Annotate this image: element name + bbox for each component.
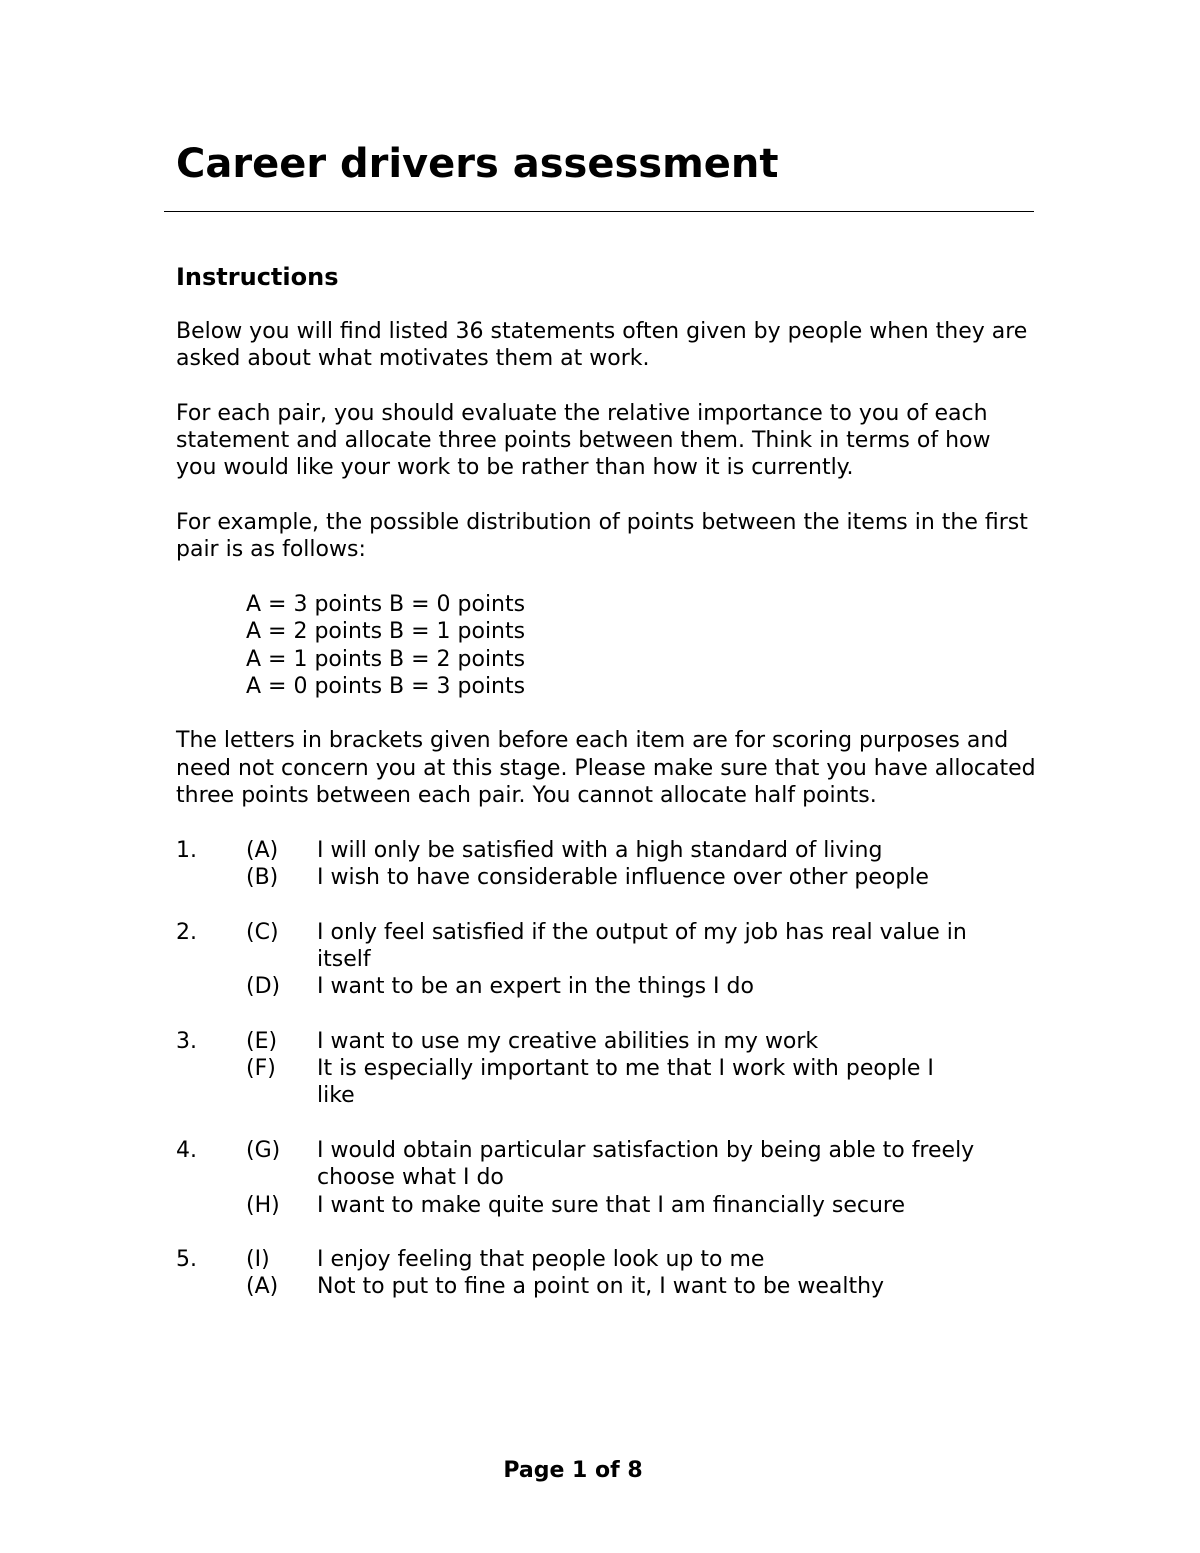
document-body: [176, 318, 1036, 1328]
title-divider: [164, 211, 1034, 212]
example-paragraph: For example, the possible distribution of points between the items in the first pair is as follows:: [176, 510, 1028, 563]
intro-paragraph: Below you will find listed 36 statements often given by people when they are asked about what motivates them at work.: [176, 319, 1028, 372]
question-item: [176, 1273, 1036, 1300]
question-number: 4.: [176, 1137, 197, 1163]
page-title: Career drivers assessment: [176, 141, 779, 187]
question-number: 2.: [176, 919, 197, 945]
item-letter: (H): [246, 1192, 280, 1218]
question-item: [176, 864, 1036, 891]
question-number: 1.: [176, 837, 197, 863]
question-item: [176, 1192, 1036, 1219]
item-statement: I want to use my creative abilities in my work: [317, 1028, 819, 1054]
item-statement: I only feel satisfied if the output of my job has real value in itself: [317, 919, 967, 972]
question-3: [176, 1028, 1036, 1110]
item-letter: (I): [246, 1247, 270, 1273]
evaluation-paragraph: For each pair, you should evaluate the relative importance to you of each statement and allocate three points between them. Think in terms of how you would like your work to be rather than how it is currently.: [176, 400, 991, 481]
item-letter: (C): [246, 919, 279, 945]
question-item: [176, 973, 1036, 1000]
item-letter: (D): [246, 974, 281, 1000]
item-letter: (G): [246, 1137, 281, 1163]
item-statement: I want to be an expert in the things I do: [317, 974, 754, 1000]
question-item: [176, 1246, 1036, 1273]
question-number: 5.: [176, 1247, 197, 1273]
distribution-line: A = 0 points B = 3 points: [246, 673, 526, 699]
item-letter: (B): [246, 864, 279, 890]
question-item: [176, 1055, 1036, 1110]
distribution-line: A = 2 points B = 1 points: [246, 619, 526, 645]
question-number: 3.: [176, 1028, 197, 1054]
item-letter: (F): [246, 1056, 276, 1082]
section-heading: Instructions: [176, 263, 339, 291]
item-statement: I want to make quite sure that I am financially secure: [317, 1192, 906, 1218]
page-number: Page 1 of 8: [503, 1458, 643, 1483]
question-2: [176, 919, 1036, 1001]
distribution-line: A = 1 points B = 2 points: [246, 646, 526, 672]
distribution-line: A = 3 points B = 0 points: [246, 591, 526, 617]
points-distribution-list: [246, 591, 1036, 700]
item-letter: (A): [246, 837, 279, 863]
item-statement: I enjoy feeling that people look up to me: [317, 1247, 765, 1273]
item-statement: I would obtain particular satisfaction by being able to freely choose what I do: [317, 1137, 975, 1191]
question-item: [176, 1028, 1036, 1055]
item-letter: (A): [246, 1274, 279, 1300]
item-statement: Not to put to fine a point on it, I want to be wealthy: [317, 1274, 885, 1300]
scoring-note-paragraph: The letters in brackets given before each item are for scoring purposes and need not concern you at this stage. Please make sure that you have allocated three points between each pair. You cannot allocate half points.: [176, 728, 1036, 809]
item-letter: (E): [246, 1028, 278, 1054]
item-statement: I wish to have considerable influence over other people: [317, 864, 929, 890]
item-statement: It is especially important to me that I work with people I like: [317, 1056, 934, 1109]
question-4: [176, 1137, 1036, 1219]
question-1: [176, 837, 1036, 892]
question-item: [176, 919, 1036, 974]
item-statement: I will only be satisfied with a high standard of living: [317, 837, 883, 863]
question-item: [176, 837, 1036, 864]
question-item: [176, 1137, 1036, 1192]
question-5: [176, 1246, 1036, 1301]
